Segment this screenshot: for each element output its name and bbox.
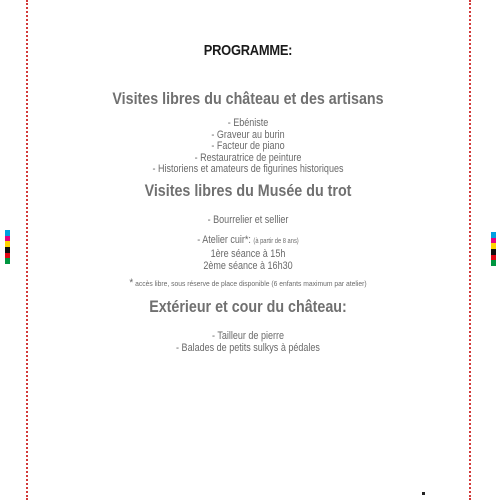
- section-heading: Visites libres du Musée du trot: [144, 180, 352, 200]
- right-registration-bar: [491, 232, 496, 266]
- registration-swatch: [5, 258, 10, 264]
- atelier-age-note: (à partir de 8 ans): [253, 238, 299, 245]
- left-registration-bar: [5, 230, 10, 264]
- item-list: [28, 118, 468, 176]
- section-heading: Visites libres du château et des artisans: [112, 89, 384, 108]
- item-list: [28, 331, 468, 354]
- session-time: 2ème séance à 16h30: [203, 260, 293, 272]
- list-item: - Bourrelier et sellier: [207, 213, 289, 226]
- footnote-star: *: [129, 277, 134, 289]
- list-item: - Graveur au burin: [211, 128, 285, 141]
- footnote: [50, 277, 446, 289]
- atelier-label: - Atelier cuir*:: [197, 234, 251, 246]
- section-musee-trot: [28, 181, 468, 290]
- programme-content: [28, 42, 468, 354]
- list-item: - Facteur de piano: [211, 140, 285, 152]
- item-list: [28, 215, 468, 227]
- list-item: - Restauratrice de peinture: [194, 151, 302, 164]
- section-chateau-artisans: [28, 89, 468, 176]
- list-item: - Ebéniste: [227, 117, 269, 129]
- list-item: - Historiens et amateurs de figurines historiques: [152, 163, 344, 175]
- right-dotted-border: [469, 0, 471, 500]
- section-exterieur: [28, 297, 468, 354]
- section-heading: Extérieur et cour du château:: [149, 297, 347, 316]
- atelier-cuir: [28, 234, 468, 272]
- registration-swatch: [491, 260, 496, 266]
- list-item: - Balades de petits sulkys à pédales: [176, 341, 320, 354]
- print-mark: [422, 492, 425, 495]
- list-item: - Tailleur de pierre: [211, 330, 285, 342]
- session-time: 1ère séance à 15h: [210, 248, 286, 260]
- footnote-text: accès libre, sous réserve de place disponible (6 enfants maximum par atelier): [135, 279, 367, 288]
- programme-title: PROGRAMME:: [203, 42, 293, 59]
